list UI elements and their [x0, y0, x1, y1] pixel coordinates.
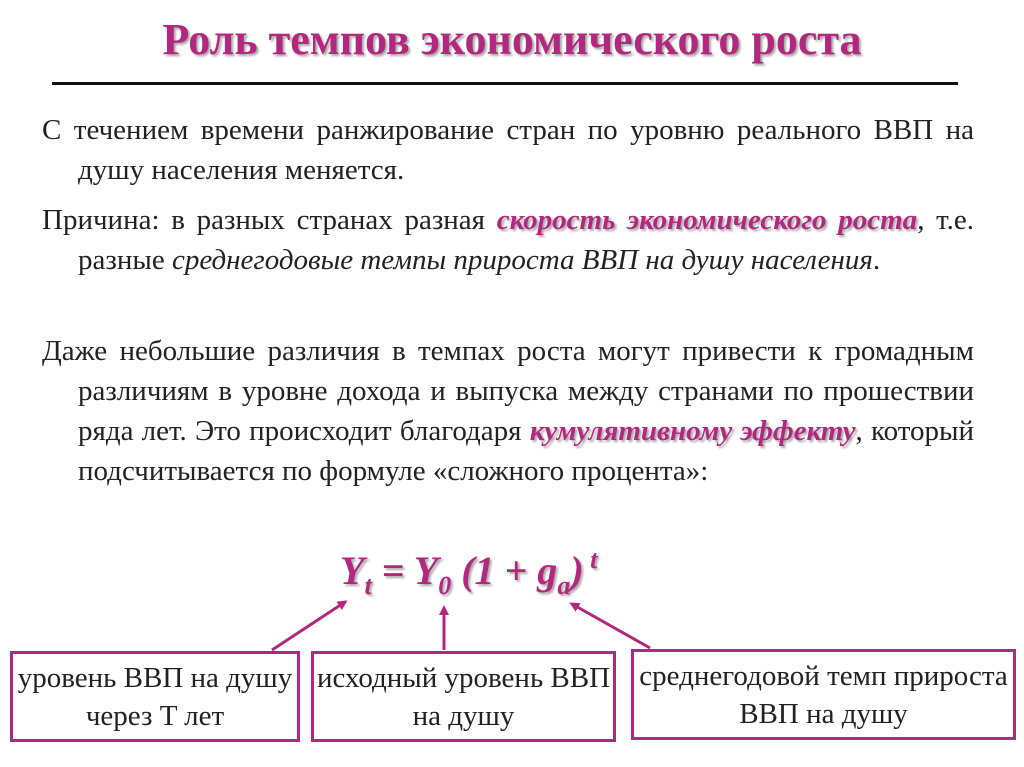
formula-base-sub: 0: [438, 571, 452, 600]
paragraph-cumulative: [42, 331, 974, 491]
formula-close: ): [570, 548, 584, 593]
compound-growth-formula: [340, 545, 597, 601]
formula-lhs-sub: t: [364, 571, 372, 600]
callout-initial-level: [311, 651, 616, 742]
arrow-to-yt: [272, 602, 345, 650]
slide-title: Роль темпов экономического роста: [162, 15, 862, 64]
reason-middle-text: , т.е. разные: [78, 204, 974, 276]
cumulative-end-text: , который подсчитывается по формуле «сложного процента»:: [78, 415, 975, 487]
cumulative-effect-emphasis: кумулятивному эффекту: [529, 415, 856, 447]
cumulative-lead-text: Даже небольшие различия в темпах роста могут привести к громадным различиям в уровне дохода и выпуска между странами по прошествии ряда лет. Это происходит благодаря: [42, 335, 974, 447]
formula-base: Y: [413, 548, 439, 593]
paragraph-reason: [42, 200, 974, 280]
callout-growth-rate: [631, 649, 1016, 740]
callout-growth-text: среднегодовой темп прироста ВВП на душу: [639, 659, 1008, 730]
paragraph-ranking: С течением времени ранжирование стран по уровню реального ВВП на душу населения меняется.: [42, 114, 974, 186]
formula-lhs: Y: [340, 548, 365, 593]
formula-open: (1 + g: [451, 548, 558, 593]
callout-initial-text: исходный уровень ВВП на душу: [316, 661, 611, 732]
callout-level-text: уровень ВВП на душу через T лет: [17, 661, 293, 732]
formula-rate-sub: a: [557, 571, 571, 600]
growth-rate-italic: среднегодовые темпы прироста ВВП на душу населения: [171, 244, 873, 276]
reason-lead-text: Причина: в разных странах разная: [42, 204, 497, 236]
formula-eq: =: [371, 548, 414, 593]
callout-level-after-t-years: [10, 651, 300, 742]
reason-end-text: .: [872, 244, 881, 276]
formula-exponent: t: [583, 545, 598, 574]
growth-speed-emphasis: скорость экономического роста: [496, 204, 918, 236]
arrow-to-ga: [572, 604, 650, 648]
title-divider: [52, 82, 958, 85]
